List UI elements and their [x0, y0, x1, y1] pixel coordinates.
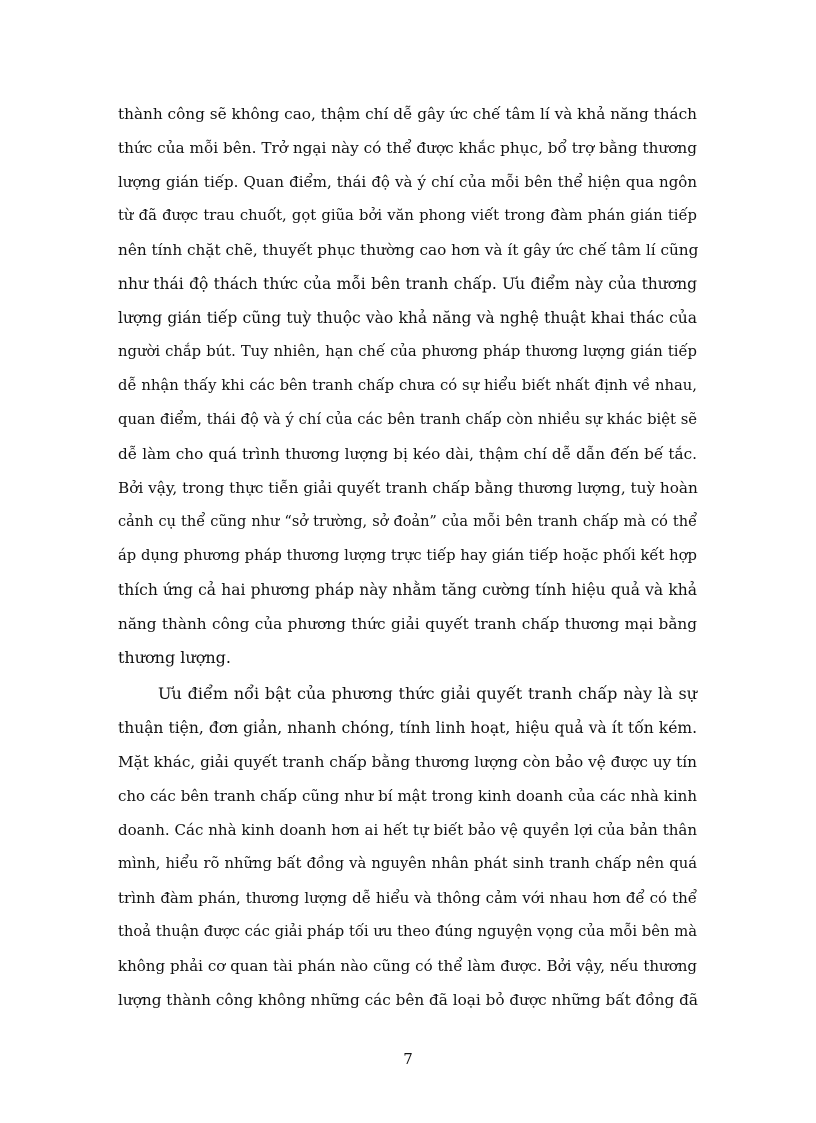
text-line: nên tính chặt chẽ, thuyết phục thường cao hơn và ít gây ức chế tâm lí cũng — [118, 241, 699, 259]
text-line: từ đã được trau chuốt, gọt giũa bởi văn phong viết trong đàm phán gián tiếp — [118, 207, 697, 224]
text-line: thoả thuận được các giải pháp tối ưu theo đúng nguyện vọng của mỗi bên mà — [118, 923, 697, 940]
text-line: trình đàm phán, thương lượng dễ hiểu và thông cảm với nhau hơn để có thể — [118, 889, 697, 907]
text-line: Bởi vậy, trong thực tiễn giải quyết tranh chấp bằng thương lượng, tuỳ hoàn — [118, 479, 698, 497]
text-line: cho các bên tranh chấp cũng như bí mật trong kinh doanh của các nhà kinh — [118, 787, 697, 805]
text-line: áp dụng phương pháp thương lượng trực tiếp hay gián tiếp hoặc phối kết hợp — [118, 547, 697, 564]
text-line: lượng thành công không những các bên đã loại bỏ được những bất đồng đã — [118, 991, 698, 1009]
text-line: thức của mỗi bên. Trở ngại này có thể được khắc phục, bổ trợ bằng thương — [118, 139, 697, 157]
text-line: doanh. Các nhà kinh doanh hơn ai hết tự biết bảo vệ quyền lợi của bản thân — [118, 821, 697, 839]
text-line: dễ nhận thấy khi các bên tranh chấp chưa có sự hiểu biết nhất định về nhau, — [118, 377, 697, 394]
text-line: thương lượng. — [118, 648, 231, 667]
text-line: cảnh cụ thể cũng như “sở trường, sở đoản” của mỗi bên tranh chấp mà có thể — [118, 514, 697, 530]
text-line: dễ làm cho quá trình thương lượng bị kéo dài, thậm chí dễ dẫn đến bế tắc. — [118, 445, 697, 463]
text-line: Mặt khác, giải quyết tranh chấp bằng thương lượng còn bảo vệ được uy tín — [118, 753, 697, 771]
text-line: lượng gián tiếp. Quan điểm, thái độ và ý chí của mỗi bên thể hiện qua ngôn — [118, 173, 697, 191]
text-line: thích ứng cả hai phương pháp này nhằm tăng cường tính hiệu quả và khả — [118, 581, 697, 599]
page-number: 7 — [403, 1050, 413, 1068]
text-line: lượng gián tiếp cũng tuỳ thuộc vào khả năng và nghệ thuật khai thác của — [118, 309, 697, 327]
text-line: thuận tiện, đơn giản, nhanh chóng, tính linh hoạt, hiệu quả và ít tốn kém. — [118, 719, 697, 737]
text-line: như thái độ thách thức của mỗi bên tranh chấp. Ưu điểm này của thương — [118, 275, 697, 293]
text-line: Ưu điểm nổi bật của phương thức giải quyết tranh chấp này là sự — [158, 684, 697, 703]
text-line: quan điểm, thái độ và ý chí của các bên tranh chấp còn nhiều sự khác biệt sẽ — [118, 411, 697, 428]
text-line: thành công sẽ không cao, thậm chí dễ gây ức chế tâm lí và khả năng thách — [118, 105, 697, 123]
text-line: năng thành công của phương thức giải quyết tranh chấp thương mại bằng — [118, 615, 697, 633]
text-line: người chắp bút. Tuy nhiên, hạn chế của phương pháp thương lượng gián tiếp — [118, 343, 697, 360]
text-line: mình, hiểu rõ những bất đồng và nguyên nhân phát sinh tranh chấp nên quá — [118, 855, 697, 872]
text-line: không phải cơ quan tài phán nào cũng có thể làm được. Bởi vậy, nếu thương — [118, 957, 697, 975]
